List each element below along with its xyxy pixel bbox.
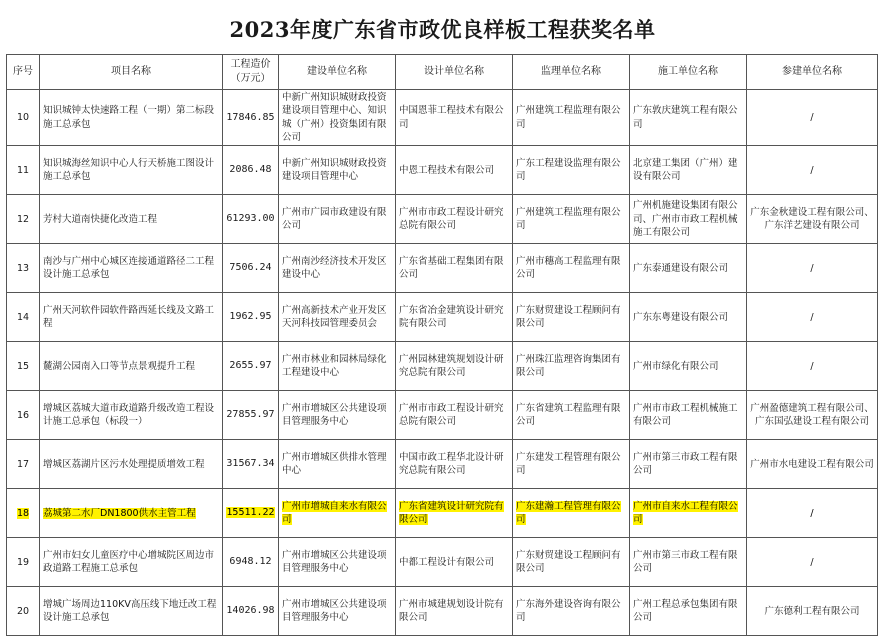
cell-contractor-text: 广州市第三市政工程有限公司 bbox=[633, 549, 738, 575]
cell-participant bbox=[747, 538, 878, 587]
cell-contractor-text: 广州市市政工程机械施工有限公司 bbox=[633, 402, 738, 428]
cell-contractor-text: 北京建工集团（广州）建设有限公司 bbox=[633, 157, 738, 183]
table-row bbox=[7, 342, 878, 391]
cell-contractor-text: 广州工程总承包集团有限公司 bbox=[633, 598, 738, 624]
cell-builder-text: 中新广州知识城财政投资建设项目管理中心 bbox=[282, 157, 387, 183]
cell-builder bbox=[279, 90, 396, 146]
cell-designer-text: 中国市政工程华北设计研究总院有限公司 bbox=[399, 451, 504, 477]
cell-builder-text: 广州市增城区供排水管理中心 bbox=[282, 451, 387, 477]
table-row bbox=[7, 293, 878, 342]
header-supervisor: 监理单位名称 bbox=[513, 55, 630, 90]
cell-project-text: 麓湖公园南入口等节点景观提升工程 bbox=[43, 360, 196, 372]
cell-participant-text: 广州盈德建筑工程有限公司、广东国弘建设工程有限公司 bbox=[750, 402, 874, 428]
cell-seq bbox=[7, 293, 40, 342]
cell-builder bbox=[279, 391, 396, 440]
cell-seq-text: 20 bbox=[16, 605, 30, 617]
cell-seq bbox=[7, 587, 40, 636]
cell-builder-text: 广州市广园市政建设有限公司 bbox=[282, 206, 387, 232]
cell-designer-text: 广州市市政工程设计研究总院有限公司 bbox=[399, 206, 504, 232]
cell-builder bbox=[279, 293, 396, 342]
table-row bbox=[7, 489, 878, 538]
cell-contractor bbox=[630, 293, 747, 342]
cell-participant-text: / bbox=[810, 556, 814, 568]
document-title: 2023年度广东省市政优良样板工程获奖名单 bbox=[229, 17, 656, 42]
cell-builder bbox=[279, 538, 396, 587]
cell-seq-text: 13 bbox=[16, 262, 30, 274]
cell-supervisor bbox=[513, 90, 630, 146]
cell-seq bbox=[7, 538, 40, 587]
cell-cost-text: 6948.12 bbox=[229, 556, 272, 568]
cell-supervisor bbox=[513, 195, 630, 244]
cell-designer-text: 中都工程设计有限公司 bbox=[399, 556, 495, 568]
header-cost-line1: 工程造价 bbox=[230, 59, 271, 70]
cell-designer bbox=[396, 391, 513, 440]
cell-seq bbox=[7, 342, 40, 391]
cell-cost bbox=[223, 538, 279, 587]
cell-participant bbox=[747, 391, 878, 440]
cell-seq-text: 11 bbox=[16, 164, 30, 176]
table-row bbox=[7, 90, 878, 146]
table-row bbox=[7, 391, 878, 440]
cell-cost-text: 2655.97 bbox=[229, 360, 272, 372]
cell-designer-text: 广东省冶金建筑设计研究院有限公司 bbox=[399, 304, 504, 330]
cell-designer bbox=[396, 587, 513, 636]
cell-supervisor bbox=[513, 293, 630, 342]
cell-contractor bbox=[630, 489, 747, 538]
cell-cost bbox=[223, 587, 279, 636]
cell-seq-text: 14 bbox=[16, 311, 30, 323]
cell-builder bbox=[279, 587, 396, 636]
cell-cost-text: 15511.22 bbox=[226, 507, 275, 519]
cell-supervisor-text: 广东财贸建设工程顾问有限公司 bbox=[516, 549, 621, 575]
cell-seq-text: 15 bbox=[16, 360, 30, 372]
cell-supervisor-text: 广州建筑工程监理有限公司 bbox=[516, 105, 621, 130]
table-row bbox=[7, 587, 878, 636]
cell-participant-text: / bbox=[810, 311, 814, 323]
header-project: 项目名称 bbox=[40, 55, 223, 90]
cell-contractor bbox=[630, 587, 747, 636]
cell-seq-text: 10 bbox=[16, 111, 30, 123]
cell-contractor bbox=[630, 538, 747, 587]
cell-designer bbox=[396, 244, 513, 293]
cell-participant bbox=[747, 195, 878, 244]
cell-project bbox=[40, 440, 223, 489]
cell-supervisor-text: 广东建瀚工程管理有限公司 bbox=[516, 500, 621, 526]
cell-builder-text: 广州市增城自来水有限公司 bbox=[282, 500, 387, 526]
cell-designer bbox=[396, 489, 513, 538]
cell-seq-text: 17 bbox=[16, 458, 30, 470]
cell-builder-text: 广州南沙经济技术开发区建设中心 bbox=[282, 255, 387, 281]
cell-participant-text: 广州市水电建设工程有限公司 bbox=[750, 458, 874, 470]
cell-contractor-text: 广东东粤建设有限公司 bbox=[633, 311, 729, 323]
cell-project bbox=[40, 244, 223, 293]
cell-supervisor-text: 广东财贸建设工程顾问有限公司 bbox=[516, 304, 621, 330]
cell-project bbox=[40, 342, 223, 391]
cell-supervisor bbox=[513, 538, 630, 587]
cell-project bbox=[40, 146, 223, 195]
cell-cost bbox=[223, 146, 279, 195]
cell-contractor bbox=[630, 90, 747, 146]
cell-designer-text: 广东省建筑设计研究院有限公司 bbox=[399, 500, 504, 526]
cell-cost bbox=[223, 293, 279, 342]
cell-designer-text: 广州园林建筑规划设计研究总院有限公司 bbox=[399, 353, 504, 379]
cell-designer-text: 广州市城建规划设计院有限公司 bbox=[399, 598, 504, 624]
cell-project bbox=[40, 538, 223, 587]
cell-seq-text: 12 bbox=[16, 213, 30, 225]
cell-participant-text: / bbox=[810, 507, 814, 519]
cell-seq bbox=[7, 195, 40, 244]
cell-cost-text: 27855.97 bbox=[226, 409, 275, 421]
cell-project bbox=[40, 195, 223, 244]
header-participant: 参建单位名称 bbox=[747, 55, 878, 90]
cell-cost-text: 1962.95 bbox=[229, 311, 272, 323]
cell-seq bbox=[7, 391, 40, 440]
cell-supervisor-text: 广州珠江监理咨询集团有限公司 bbox=[516, 353, 621, 379]
cell-supervisor-text: 广东建发工程管理有限公司 bbox=[516, 451, 621, 477]
cell-contractor bbox=[630, 440, 747, 489]
cell-cost-text: 14026.98 bbox=[226, 605, 275, 617]
cell-designer bbox=[396, 195, 513, 244]
cell-seq-text: 19 bbox=[16, 556, 30, 568]
cell-builder bbox=[279, 244, 396, 293]
cell-project-text: 荔城第二水厂DN1800供水主管工程 bbox=[43, 507, 196, 519]
cell-builder-text: 广州市增城区公共建设项目管理服务中心 bbox=[282, 598, 387, 624]
cell-designer-text: 广州市市政工程设计研究总院有限公司 bbox=[399, 402, 504, 428]
cell-contractor-text: 广州机施建设集团有限公司、广州市市政工程机械施工有限公司 bbox=[633, 200, 738, 238]
cell-contractor bbox=[630, 342, 747, 391]
cell-builder-text: 广州市林业和园林局绿化工程建设中心 bbox=[282, 353, 387, 379]
cell-supervisor-text: 广东工程建设监理有限公司 bbox=[516, 157, 621, 183]
cell-participant-text: 广东金秋建设工程有限公司、广东洋艺建设有限公司 bbox=[750, 206, 874, 232]
cell-supervisor bbox=[513, 244, 630, 293]
cell-project-text: 增城广场周边110KV高压线下地迁改工程设计施工总承包 bbox=[43, 598, 217, 624]
cell-participant bbox=[747, 587, 878, 636]
cell-contractor bbox=[630, 244, 747, 293]
cell-designer bbox=[396, 146, 513, 195]
table-row bbox=[7, 244, 878, 293]
header-contractor: 施工单位名称 bbox=[630, 55, 747, 90]
cell-participant-text: / bbox=[810, 262, 814, 274]
cell-supervisor bbox=[513, 440, 630, 489]
cell-builder-text: 广州高新技术产业开发区天河科技园管理委员会 bbox=[282, 304, 387, 330]
cell-seq bbox=[7, 244, 40, 293]
cell-cost bbox=[223, 195, 279, 244]
cell-project-text: 广州天河软件园软件路西延长线及文路工程 bbox=[43, 304, 215, 330]
cell-contractor bbox=[630, 195, 747, 244]
cell-seq bbox=[7, 90, 40, 146]
cell-designer-text: 中国恩菲工程技术有限公司 bbox=[399, 105, 504, 130]
cell-project bbox=[40, 587, 223, 636]
cell-participant-text: / bbox=[810, 111, 814, 123]
cell-designer bbox=[396, 90, 513, 146]
cell-participant bbox=[747, 244, 878, 293]
header-builder: 建设单位名称 bbox=[279, 55, 396, 90]
cell-designer-text: 中恩工程技术有限公司 bbox=[399, 164, 495, 176]
cell-cost bbox=[223, 244, 279, 293]
cell-cost bbox=[223, 440, 279, 489]
cell-contractor-text: 广州市第三市政工程有限公司 bbox=[633, 451, 738, 477]
award-table bbox=[6, 54, 878, 636]
cell-supervisor-text: 广东省建筑工程监理有限公司 bbox=[516, 402, 621, 428]
cell-seq bbox=[7, 146, 40, 195]
header-designer: 设计单位名称 bbox=[396, 55, 513, 90]
cell-project-text: 知识城海丝知识中心人行天桥施工图设计施工总承包 bbox=[43, 157, 215, 183]
table-header-row bbox=[7, 55, 878, 90]
cell-builder bbox=[279, 342, 396, 391]
cell-participant-text: 广东德利工程有限公司 bbox=[764, 605, 860, 617]
cell-contractor bbox=[630, 146, 747, 195]
cell-builder bbox=[279, 440, 396, 489]
cell-supervisor-text: 广东海外建设咨询有限公司 bbox=[516, 598, 621, 624]
cell-project-text: 南沙与广州中心城区连接通道路径二工程设计施工总承包 bbox=[43, 255, 215, 281]
cell-cost-text: 7506.24 bbox=[229, 262, 272, 274]
header-seq: 序号 bbox=[7, 55, 40, 90]
cell-project-text: 芳村大道南快捷化改造工程 bbox=[43, 213, 158, 225]
cell-participant bbox=[747, 90, 878, 146]
cell-cost-text: 17846.85 bbox=[226, 111, 275, 123]
cell-builder-text: 广州市增城区公共建设项目管理服务中心 bbox=[282, 549, 387, 575]
cell-participant-text: / bbox=[810, 360, 814, 372]
cell-participant bbox=[747, 440, 878, 489]
header-cost bbox=[223, 55, 279, 90]
cell-cost bbox=[223, 391, 279, 440]
cell-supervisor-text: 广州建筑工程监理有限公司 bbox=[516, 206, 621, 232]
cell-contractor-text: 广东敦庆建筑工程有限公司 bbox=[633, 105, 738, 130]
cell-supervisor bbox=[513, 342, 630, 391]
cell-supervisor bbox=[513, 489, 630, 538]
cell-project-text: 增城区荔城大道市政道路升级改造工程设计施工总承包（标段一） bbox=[43, 402, 215, 428]
cell-contractor-text: 广东泰通建设有限公司 bbox=[633, 262, 729, 274]
cell-supervisor bbox=[513, 587, 630, 636]
cell-seq-text: 18 bbox=[16, 507, 30, 519]
table-body bbox=[7, 90, 878, 636]
cell-participant bbox=[747, 489, 878, 538]
cell-designer bbox=[396, 440, 513, 489]
cell-project bbox=[40, 293, 223, 342]
cell-project bbox=[40, 391, 223, 440]
cell-designer bbox=[396, 293, 513, 342]
cell-designer bbox=[396, 342, 513, 391]
header-cost-line2: （万元） bbox=[230, 73, 271, 84]
table-row bbox=[7, 146, 878, 195]
cell-contractor-text: 广州市绿化有限公司 bbox=[633, 360, 719, 372]
cell-cost-text: 31567.34 bbox=[226, 458, 275, 470]
cell-participant bbox=[747, 293, 878, 342]
cell-supervisor-text: 广州市穗高工程监理有限公司 bbox=[516, 255, 621, 281]
cell-participant-text: / bbox=[810, 164, 814, 176]
cell-seq bbox=[7, 440, 40, 489]
cell-project bbox=[40, 489, 223, 538]
cell-designer-text: 广东省基础工程集团有限公司 bbox=[399, 255, 504, 281]
cell-cost-text: 61293.00 bbox=[226, 213, 275, 225]
table-row bbox=[7, 195, 878, 244]
cell-builder bbox=[279, 489, 396, 538]
cell-supervisor bbox=[513, 391, 630, 440]
cell-participant bbox=[747, 342, 878, 391]
cell-project-text: 增城区荔湖片区污水处理提质增效工程 bbox=[43, 458, 205, 470]
cell-seq bbox=[7, 489, 40, 538]
cell-builder bbox=[279, 146, 396, 195]
cell-project-text: 广州市妇女儿童医疗中心增城院区周边市政道路工程施工总承包 bbox=[43, 549, 215, 575]
cell-builder-text: 广州市增城区公共建设项目管理服务中心 bbox=[282, 402, 387, 428]
cell-builder bbox=[279, 195, 396, 244]
cell-contractor bbox=[630, 391, 747, 440]
cell-supervisor bbox=[513, 146, 630, 195]
cell-cost bbox=[223, 90, 279, 146]
cell-contractor-text: 广州市自来水工程有限公司 bbox=[633, 500, 738, 526]
cell-seq-text: 16 bbox=[16, 409, 30, 421]
cell-project bbox=[40, 90, 223, 146]
cell-cost-text: 2086.48 bbox=[229, 164, 272, 176]
cell-builder-text: 中新广州知识城财政投资建设项目管理中心、知识城（广州）投资集团有限公司 bbox=[282, 92, 387, 143]
cell-cost bbox=[223, 489, 279, 538]
table-row bbox=[7, 440, 878, 489]
cell-participant bbox=[747, 146, 878, 195]
cell-cost bbox=[223, 342, 279, 391]
table-row bbox=[7, 538, 878, 587]
cell-designer bbox=[396, 538, 513, 587]
cell-project-text: 知识城钟太快速路工程（一期）第二标段施工总承包 bbox=[43, 105, 215, 130]
